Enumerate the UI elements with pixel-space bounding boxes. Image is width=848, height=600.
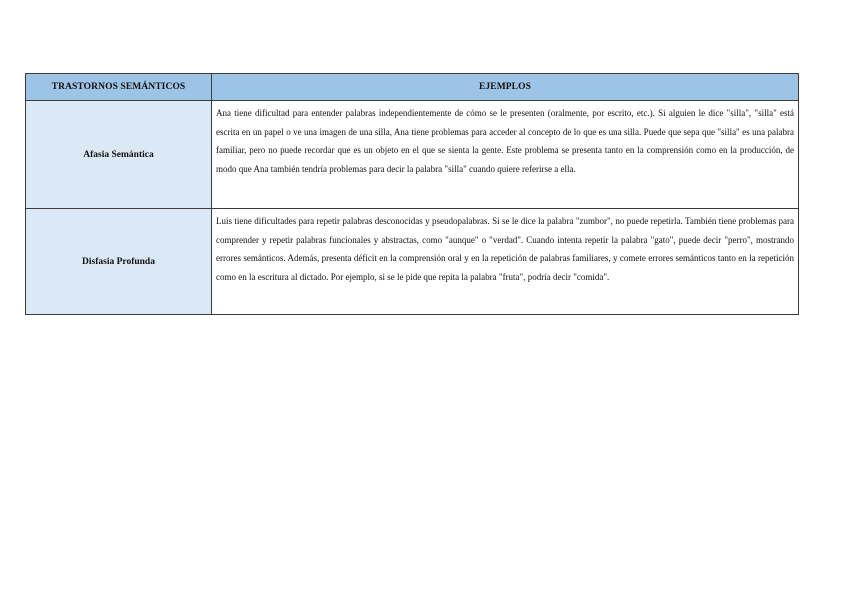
header-examples: EJEMPLOS (212, 74, 799, 101)
header-disorders: TRASTORNOS SEMÁNTICOS (26, 74, 212, 101)
table-row (26, 101, 799, 209)
table-header-row (26, 74, 799, 101)
disorder-example: Ana tiene dificultad para entender palabras independientemente de cómo se le presenten (oralmente, por escrito, etc.). Si alguien le dice "silla", "silla" está escrita en un papel o ve una imagen de una silla, Ana tiene problemas para acceder al concepto de lo que es una silla. Puede que sepa que "silla" es una palabra familiar, pero no puede recordar que es un objeto en el que se sienta la gente. Este problema se presenta tanto en la comprensión como en la producción, de modo que Ana también tendría problemas para decir la palabra "silla" cuando quiere referirse a ella. (212, 101, 799, 209)
disorder-name: Disfasia Profunda (26, 209, 212, 315)
disorder-example: Luis tiene dificultades para repetir palabras desconocidas y pseudopalabras. Si se le dice la palabra "zumbor", no puede repetirla. También tiene problemas para comprender y repetir palabras funcionales y abstractas, como "aunque" o "verdad". Cuando intenta repetir la palabra "gato", puede decir "perro", mostrando errores semánticos. Además, presenta déficit en la comprensión oral y en la repetición de palabras familiares, y comete errores semánticos tanto en la repetición como en la escritura al dictado. Por ejemplo, si se le pide que repita la palabra "fruta", podría decir "comida". (212, 209, 799, 315)
disorder-name: Afasia Semántica (26, 101, 212, 209)
table-row (26, 209, 799, 315)
semantic-disorders-table (25, 73, 799, 315)
